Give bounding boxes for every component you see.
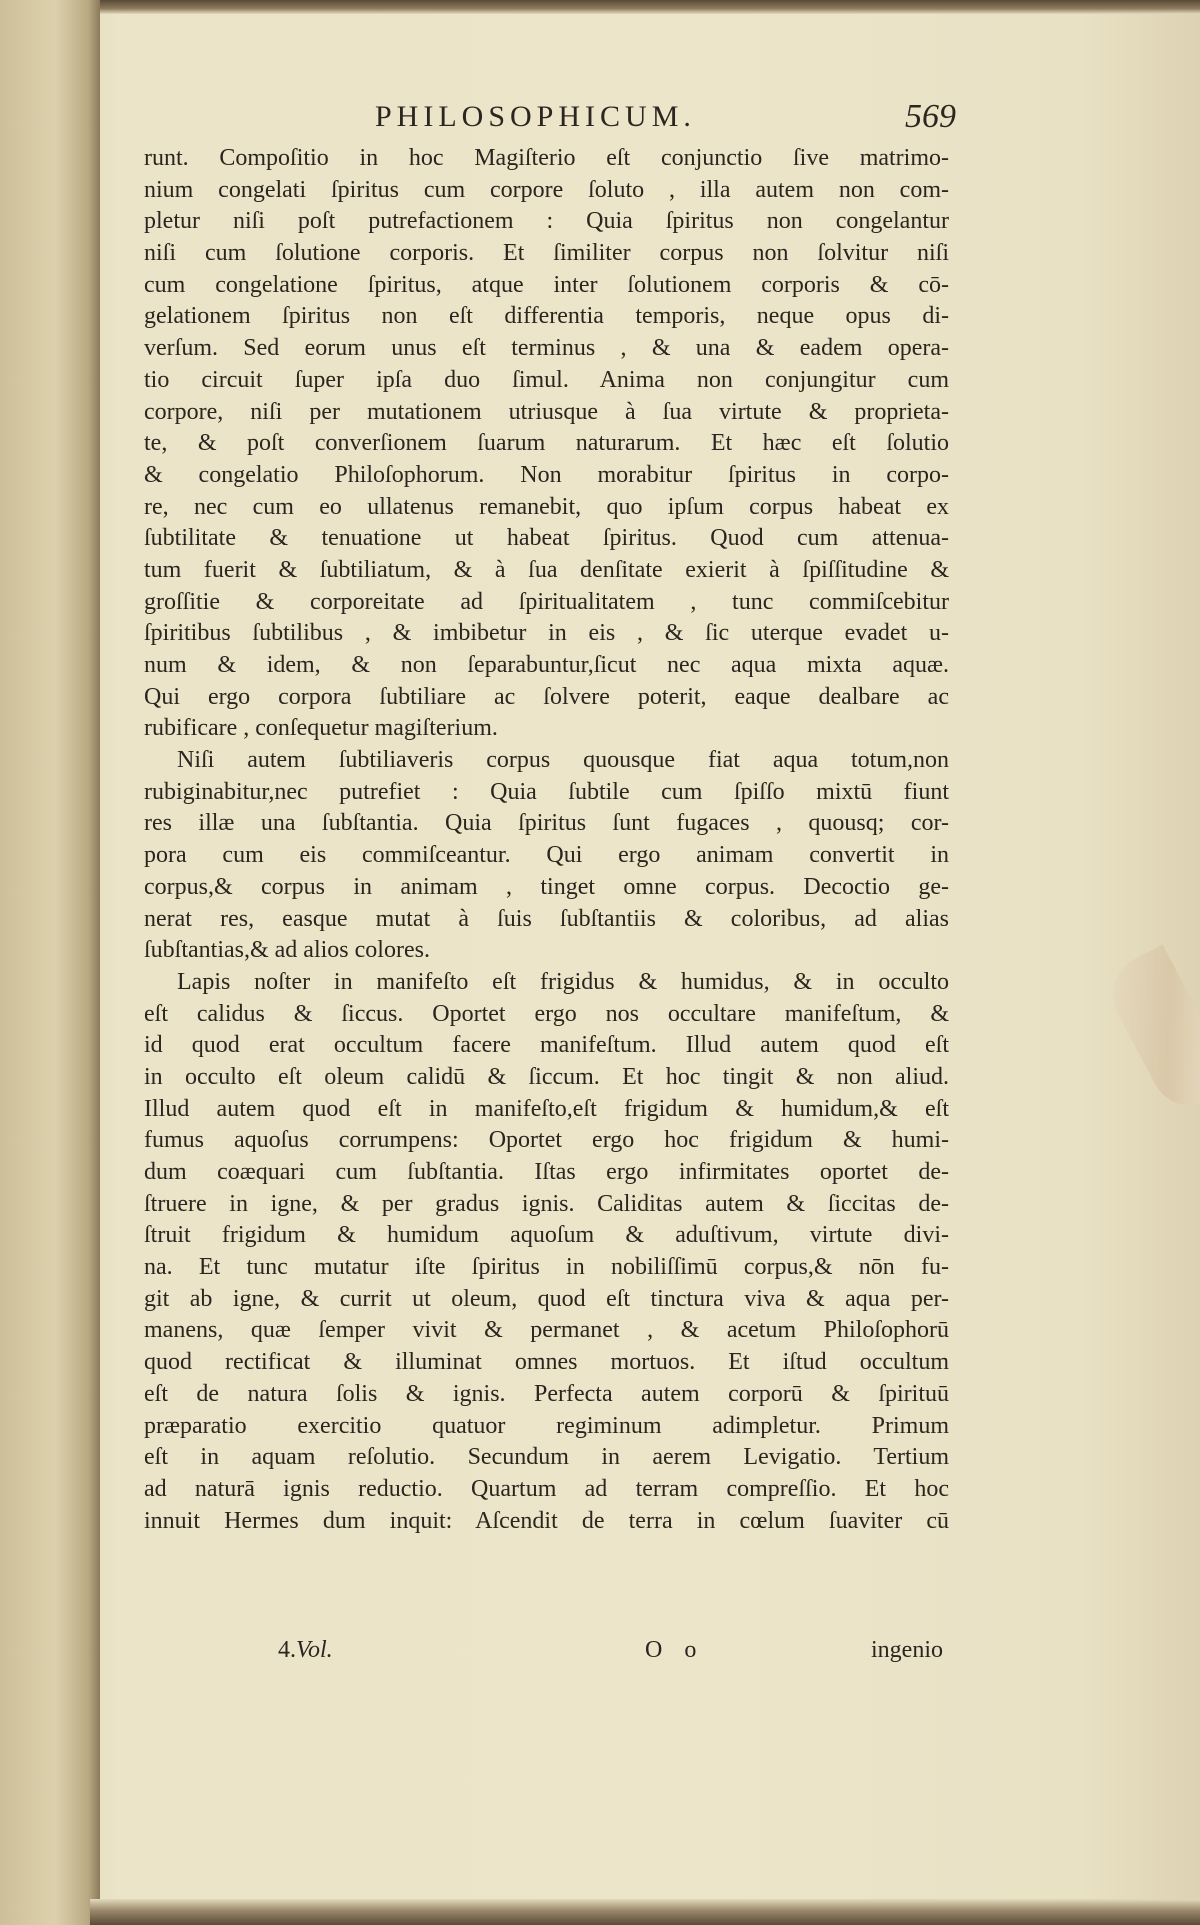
text-line: & congelatio Philoſophorum. Non morabitur ſpiritus in corpo-	[144, 461, 949, 488]
facing-page-text-fragment	[0, 1648, 100, 1667]
text-line: tum fuerit & ſubtiliatum, & à ſua denſitate exierit à ſpiſſitudine &	[144, 556, 949, 583]
text-line: ſubſtantias,& ad alios colores.	[144, 937, 430, 964]
text-line: dum coæquari cum ſubſtantia. Iſtas ergo infirmitates oportet de-	[144, 1159, 949, 1185]
text-line: quod rectificat & illuminat omnes mortuos. Et iſtud occultum	[144, 1349, 949, 1376]
facing-page-text-fragment	[0, 1078, 100, 1097]
text-line: res illæ una ſubſtantia. Quia ſpiritus ſunt fugaces , quousq; cor-	[144, 810, 949, 837]
facing-page-text-fragment	[0, 888, 100, 907]
facing-page-text-fragment	[0, 798, 100, 817]
text-line: ad naturā ignis reductio. Quartum ad terram compreſſio. Et hoc	[144, 1475, 949, 1502]
facing-page-text-fragment	[0, 1618, 100, 1637]
facing-page-text-fragment	[0, 1588, 100, 1607]
facing-page-gutter	[0, 0, 100, 1925]
text-line: te, & poſt converſionem ſuarum naturarum. Et hæc eſt ſolutio	[144, 430, 949, 457]
text-line: manens, quæ ſemper vivit & permanet , & acetum Philoſophorū	[144, 1317, 949, 1344]
text-line: in occulto eſt oleum calidū & ſiccum. Et hoc tingit & non aliud.	[144, 1063, 949, 1090]
facing-page-text-fragment	[0, 118, 100, 137]
text-line: Qui ergo corpora ſubtiliare ac ſolvere poterit, eaque dealbare ac	[144, 683, 949, 710]
text-line: ſpiritibus ſubtilibus , & imbibetur in eis , & ſic uterque evadet u-	[144, 620, 949, 647]
text-line: Niſi autem ſubtiliaveris corpus quousque fiat aqua totum,non	[177, 747, 949, 774]
facing-page-text-fragment	[0, 708, 100, 727]
text-line: præparatio exercitio quatuor regiminum adimpletur. Primum	[144, 1412, 949, 1439]
facing-page-text-fragment	[0, 1108, 100, 1127]
facing-page-text-fragment	[0, 768, 100, 787]
running-head: PHILOSOPHICUM.	[375, 100, 696, 133]
facing-page-text-fragment	[0, 1558, 100, 1577]
text-line: corpore, niſi per mutationem utriusque à ſua virtute & proprieta-	[144, 398, 949, 425]
facing-page-text-fragment	[0, 578, 100, 597]
signature-vol: Vol.	[296, 1637, 333, 1663]
facing-page-text-fragment	[0, 918, 100, 937]
text-line: innuit Hermes dum inquit: Aſcendit de terra in cœlum ſuaviter cū	[144, 1507, 949, 1534]
facing-page-text-fragment	[0, 1238, 100, 1257]
book-edge-top	[95, 0, 1200, 14]
book-edge-bottom	[90, 1899, 1200, 1925]
facing-page-text-fragment	[0, 978, 100, 997]
facing-page-text-fragment	[0, 268, 100, 287]
text-line: ſtruere in igne, & per gradus ignis. Caliditas autem & ſiccitas de-	[144, 1190, 949, 1217]
text-line: nerat res, easque mutat à ſuis ſubſtantiis & coloribus, ad alias	[144, 905, 949, 932]
text-line: git ab igne, & currit ut oleum, quod eſt tinctura viva & aqua per-	[144, 1285, 949, 1312]
text-line: Illud autem quod eſt in manifeſto,eſt frigidum & humidum,& eſt	[144, 1095, 949, 1122]
facing-page-text-fragment	[0, 358, 100, 377]
facing-page-text-fragment	[0, 508, 100, 527]
text-line: eſt calidus & ſiccus. Oportet ergo nos occultare manifeſtum, &	[144, 1000, 949, 1027]
text-line: re, nec cum eo ullatenus remanebit, quo ipſum corpus habeat ex	[144, 493, 949, 520]
page-number: 569	[905, 98, 956, 135]
text-line: gelationem ſpiritus non eſt differentia temporis, neque opus di-	[144, 303, 949, 330]
page-header	[150, 98, 960, 138]
facing-page-text-fragment	[0, 328, 100, 347]
text-line: fumus aquoſus corrumpens: Oportet ergo hoc frigidum & humi-	[144, 1127, 949, 1154]
text-line: eſt in aquam reſolutio. Secundum in aerem Levigatio. Tertium	[144, 1444, 949, 1471]
text-line: cum congelatione ſpiritus, atque inter ſolutionem corporis & cō-	[144, 271, 949, 298]
text-line: Lapis noſter in manifeſto eſt frigidus & humidus, & in occulto	[177, 968, 949, 995]
facing-page-text-fragment	[0, 418, 100, 437]
text-line: groſſitie & corporeitate ad ſpiritualitatem , tunc commiſcebitur	[144, 588, 949, 615]
volume-signature	[278, 1637, 333, 1664]
facing-page-text-fragment	[0, 1138, 100, 1157]
facing-page-text-fragment	[0, 1048, 100, 1067]
paper-tab	[1099, 944, 1200, 1119]
facing-page-text-fragment	[0, 448, 100, 467]
facing-page-text-fragment	[0, 478, 100, 497]
text-line: niſi cum ſolutione corporis. Et ſimiliter corpus non ſolvitur niſi	[144, 240, 949, 267]
text-line: nium congelati ſpiritus cum corpore ſoluto , illa autem non com-	[144, 176, 949, 203]
text-line: rubiginabitur,nec putrefiet : Quia ſubtile cum ſpiſſo mixtū fiunt	[144, 778, 949, 805]
text-line: num & idem, & non ſeparabuntur,ſicut nec aqua mixta aquæ.	[144, 652, 949, 678]
sheet-signature: O o	[645, 1637, 705, 1663]
facing-page-text-fragment	[0, 1008, 100, 1027]
catchword: ingenio	[871, 1637, 943, 1663]
facing-page-text-fragment	[0, 948, 100, 967]
facing-page-text-fragment	[0, 1208, 100, 1227]
text-line: id quod erat occultum facere manifeſtum. Illud autem quod eſt	[144, 1032, 949, 1059]
text-line: eſt de natura ſolis & ignis. Perfecta autem corporū & ſpirituū	[144, 1380, 949, 1407]
text-line: ſubtilitate & tenuatione ut habeat ſpiritus. Quod cum attenua-	[144, 525, 949, 552]
body-text	[144, 143, 949, 1537]
facing-page-text-fragment	[0, 738, 100, 757]
facing-page-text-fragment	[0, 828, 100, 847]
facing-page-text-fragment	[0, 1168, 100, 1187]
signature-prefix: 4.	[278, 1637, 296, 1663]
text-line: tio circuit ſuper ipſa duo ſimul. Anima non conjungitur cum	[144, 366, 949, 393]
text-line: rubificare , conſequetur magiſterium.	[144, 715, 498, 742]
text-line: runt. Compoſitio in hoc Magiſterio eſt conjunctio ſive matrimo-	[144, 145, 949, 171]
facing-page-text-fragment	[0, 678, 100, 697]
facing-page-text-fragment	[0, 1528, 100, 1547]
facing-page-text-fragment	[0, 198, 100, 217]
text-line: na. Et tunc mutatur iſte ſpiritus in nobiliſſimū corpus,& nōn fu-	[144, 1254, 949, 1281]
text-line: corpus,& corpus in animam , tinget omne corpus. Decoctio ge-	[144, 873, 949, 900]
text-line: verſum. Sed eorum unus eſt terminus , & una & eadem opera-	[144, 335, 949, 362]
page-footer	[278, 1637, 943, 1673]
facing-page-text-fragment	[0, 638, 100, 657]
facing-page-text-fragment	[0, 168, 100, 187]
text-line: ſtruit frigidum & humidum aquoſum & aduſtivum, virtute divi-	[144, 1222, 949, 1249]
facing-page-text-fragment	[0, 298, 100, 317]
text-line: pora cum eis commiſceantur. Qui ergo animam convertit in	[144, 842, 949, 869]
facing-page-text-fragment	[0, 228, 100, 247]
facing-page-text-fragment	[0, 388, 100, 407]
facing-page-text-fragment	[0, 608, 100, 627]
facing-page-text-fragment	[0, 538, 100, 557]
text-line: pletur niſi poſt putrefactionem : Quia ſpiritus non congelantur	[144, 208, 949, 235]
facing-page-text-fragment	[0, 858, 100, 877]
